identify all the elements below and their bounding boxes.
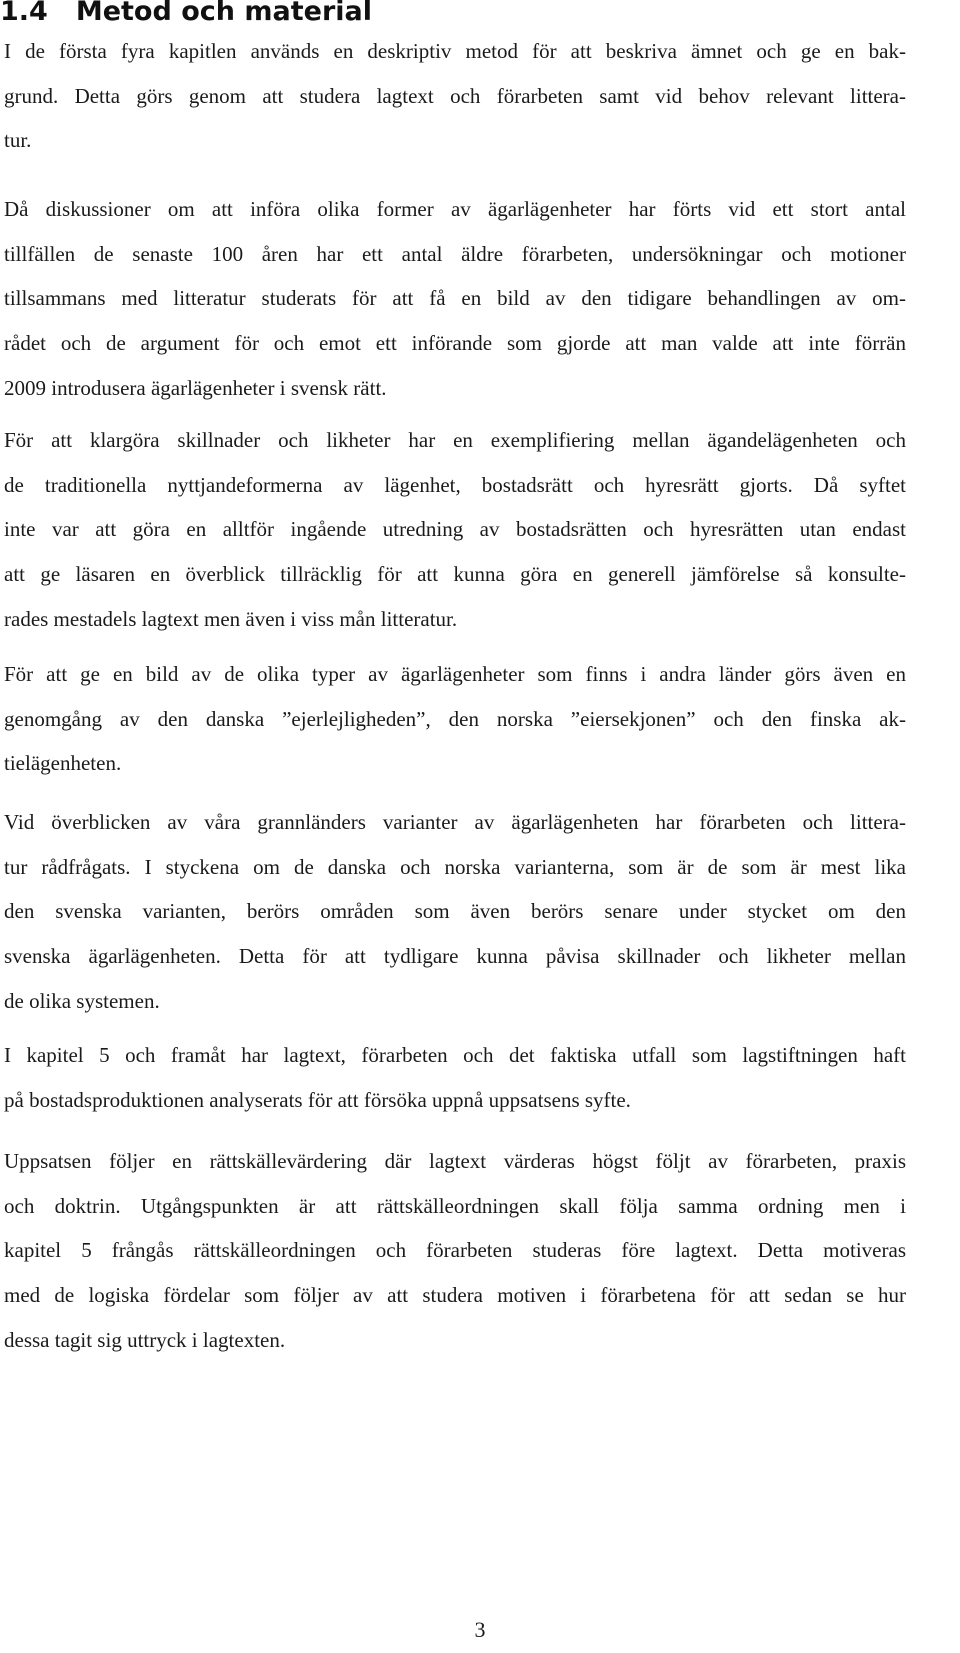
text-line: grund. Detta görs genom att studera lagtext och förarbeten samt vid behov relevant littera- xyxy=(4,83,906,108)
text-line: med de logiska fördelar som följer av att studera motiven i förarbetena för att sedan se hur xyxy=(4,1283,906,1308)
paragraph-historical-background xyxy=(4,187,906,411)
text-line: de traditionella nyttjandeformerna av lägenhet, bostadsrätt och hyresrätt gjorts. Då syftet xyxy=(4,472,906,497)
text-line: genomgång av den danska ”ejerlejligheden”, den norska ”eiersekjonen” och den finska ak- xyxy=(4,706,906,731)
section-title: Metod och material xyxy=(75,0,372,27)
text-line: tillsammans med litteratur studerats för att få en bild av den tidigare behandlingen av om- xyxy=(4,286,906,311)
paragraph-source-hierarchy xyxy=(4,1139,906,1363)
text-line: tielägenheten. xyxy=(4,751,122,776)
text-line: svenska ägarlägenheten. Detta för att tydligare kunna påvisa skillnader och likheter mellan xyxy=(4,944,906,969)
text-line: rades mestadels lagtext men även i viss mån litteratur. xyxy=(4,606,458,631)
text-line: I kapitel 5 och framåt har lagtext, förarbeten och det faktiska utfall som lagstiftningen haft xyxy=(4,1043,906,1067)
section-heading xyxy=(0,0,372,28)
text-line: rådet och de argument för och emot ett införande som gjorde att man valde att inte förrän xyxy=(4,331,906,356)
text-line: Uppsatsen följer en rättskällevärdering där lagtext värderas högst följt av förarbeten, praxis xyxy=(4,1149,906,1173)
page-number: 3 xyxy=(474,1617,486,1642)
text-line: 2009 introdusera ägarlägenheter i svensk rätt. xyxy=(4,375,387,400)
text-line: att ge läsaren en överblick tillräcklig för att kunna göra en generell jämförelse så konsulte- xyxy=(4,562,906,587)
paragraph-neighbor-variants xyxy=(4,800,906,1024)
text-line: och doktrin. Utgångspunkten är att rättskälleordningen skall följa samma ordning men i xyxy=(4,1193,906,1218)
paragraph-method-intro xyxy=(4,29,906,163)
text-line: tur rådfrågats. I styckena om de danska och norska varianterna, som är de som är mest lika xyxy=(4,854,906,879)
section-number: 1.4 xyxy=(0,0,48,27)
text-line: I de första fyra kapitlen används en deskriptiv metod för att beskriva ämnet och ge en bak- xyxy=(4,39,906,63)
text-line: inte var att göra en alltför ingående utredning av bostadsrätten och hyresrätten utan endast xyxy=(4,517,906,542)
text-line: tillfällen de senaste 100 åren har ett antal äldre förarbeten, undersökningar och motioner xyxy=(4,241,906,266)
text-line: Då diskussioner om att införa olika former av ägarlägenheter har förts vid ett stort antal xyxy=(4,197,906,221)
text-line: För att klargöra skillnader och likheter har en exemplifiering mellan ägandelägenheten och xyxy=(4,428,906,452)
text-line: den svenska varianten, berörs områden som även berörs senare under stycket om den xyxy=(4,899,906,924)
text-line: För att ge en bild av de olika typer av ägarlägenheter som finns i andra länder görs även en xyxy=(4,662,906,686)
text-line: de olika systemen. xyxy=(4,988,160,1013)
text-line: kapitel 5 frångås rättskälleordningen och förarbeten studeras före lagtext. Detta motiveras xyxy=(4,1238,906,1263)
paragraph-comparison xyxy=(4,418,906,642)
text-line: tur. xyxy=(4,128,32,153)
paragraph-chapter-five xyxy=(4,1033,906,1122)
paragraph-other-countries xyxy=(4,652,906,786)
text-line: dessa tagit sig uttryck i lagtexten. xyxy=(4,1327,286,1352)
text-line: på bostadsproduktionen analyserats för att försöka uppnå uppsatsens syfte. xyxy=(4,1087,631,1112)
text-line: Vid överblicken av våra grannländers varianter av ägarlägenheten har förarbeten och littera- xyxy=(4,810,906,834)
